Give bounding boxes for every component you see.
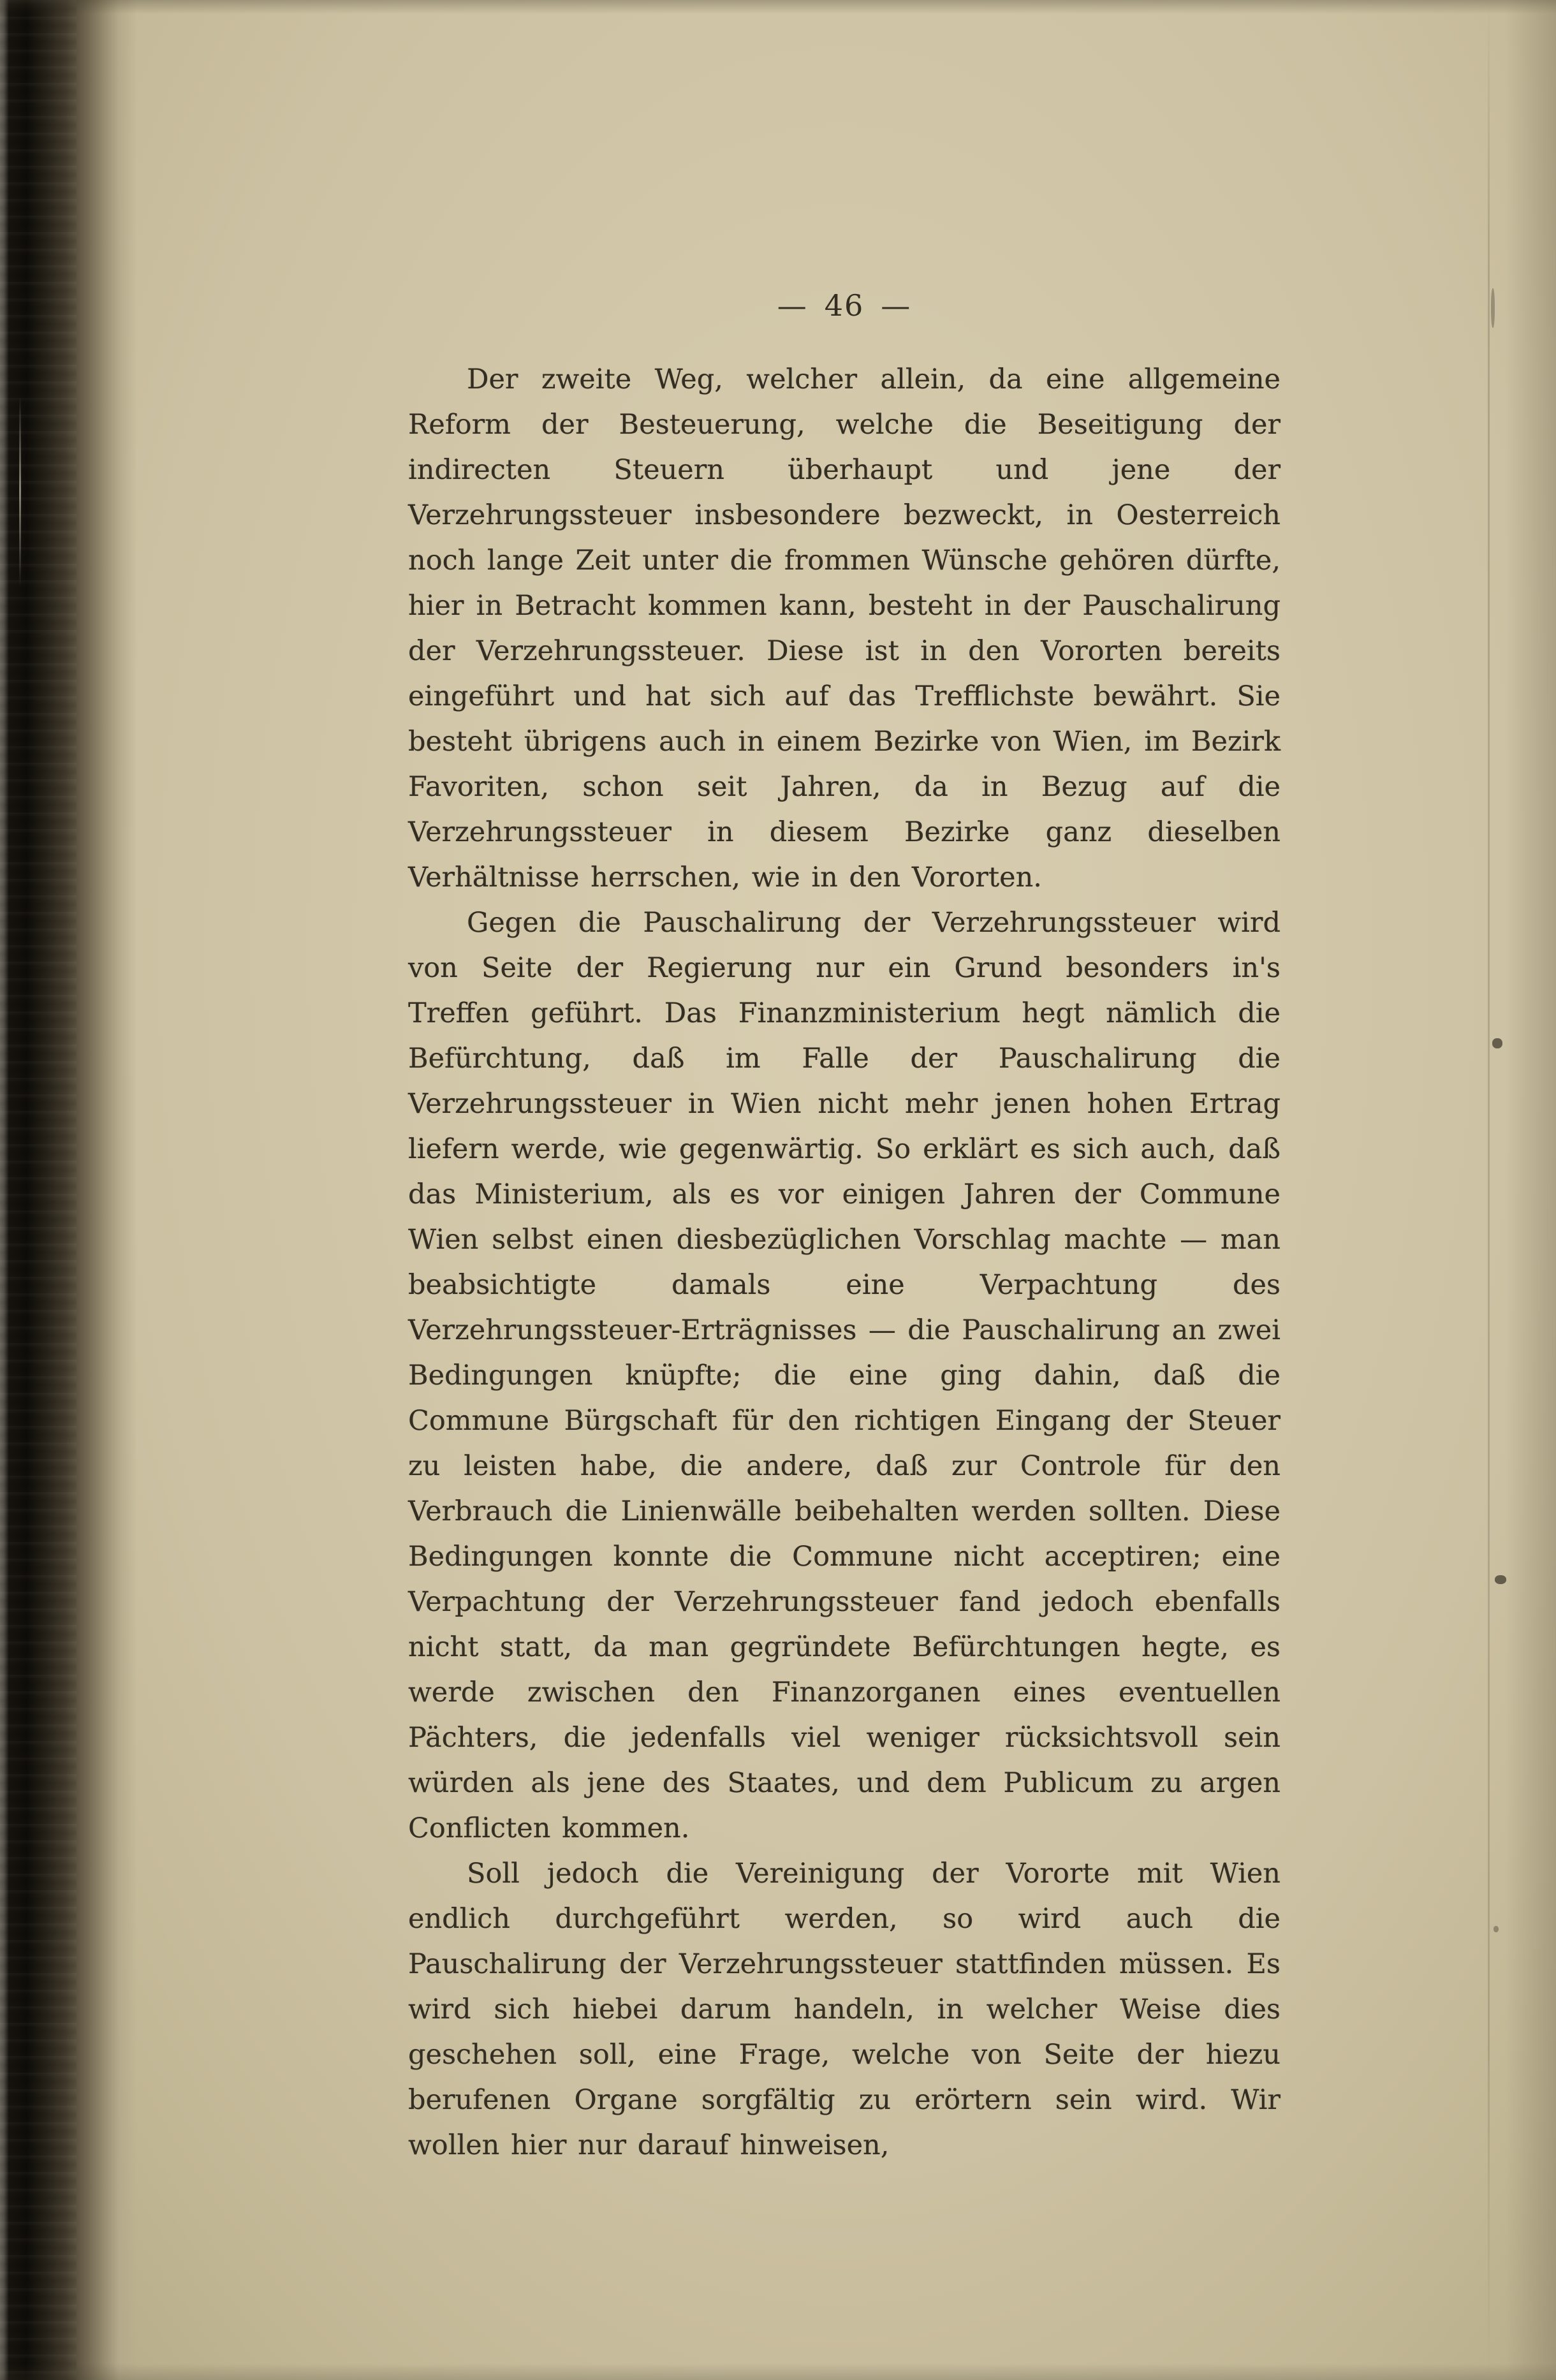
page-number-dash-left: — (777, 288, 808, 323)
text-block (408, 357, 1281, 2168)
page-number-value: 46 (824, 288, 865, 323)
page-right-edge-shadow (1505, 0, 1556, 2380)
paragraph-1: Der zweite Weg, welcher allein, da eine allgemeine Reform der Besteuerung, welche die Beseitigung der indirecten Steuern überhaupt und jene der Verzehrungssteuer insbesondere bezweckt, in Oesterreich noch lange Zeit unter die frommen Wünsche gehören dürfte, hier in Betracht kommen kann, besteht in der Pauschalirung der Verzehrungssteuer. Diese ist in den Vororten bereits eingeführt und hat sich auf das Trefflichste bewährt. Sie besteht übrigens auch in einem Bezirke von Wien, im Bezirk Favoriten, schon seit Jahren, da in Bezug auf die Verzehrungssteuer in diesem Bezirke ganz dieselben Verhältnisse herrschen, wie in den Vororten. (408, 364, 1281, 893)
page-number-dash-right: — (881, 288, 912, 323)
paragraph-2: Gegen die Pauschalirung der Verzehrungssteuer wird von Seite der Regierung nur ein Grund besonders in's Treffen geführt. Das Finanzministerium hegt nämlich die Befürchtung, daß im Falle der Pauschalirung die Verzehrungssteuer in Wien nicht mehr jenen hohen Ertrag liefern werde, wie gegenwärtig. So erklärt es sich auch, daß das Ministerium, als es vor einigen Jahren der Commune Wien selbst einen diesbezüglichen Vorschlag machte — man beabsichtigte damals eine Verpachtung des Verzehrungssteuer-Erträgnisses — die Pauschalirung an zwei Bedingungen knüpfte; die eine ging dahin, daß die Commune Bürgschaft für den richtigen Eingang der Steuer zu leisten habe, die andere, daß zur Controle für den Verbrauch die Linienwälle beibehalten werden sollten. Diese Bedingungen konnte die Commune nicht acceptiren; eine Verpachtung der Verzehrungssteuer fand jedoch ebenfalls nicht statt, da man gegründete Befürchtungen hegte, es werde zwischen den Finanzorganen eines eventuellen Pächters, die jedenfalls viel weniger rücksichtsvoll sein würden als jene des Staates, und dem Publicum zu argen Conflicten kommen. (408, 907, 1281, 1844)
scan-speck (1495, 1575, 1506, 1584)
scan-speck (1492, 1038, 1502, 1048)
scan-speck (1491, 288, 1495, 328)
scan-speck (1494, 1926, 1499, 1932)
binding-scratch (19, 395, 21, 587)
right-crease-line (1488, 0, 1490, 2380)
bottom-edge-shadow (0, 2363, 1556, 2380)
binding-texture (0, 0, 77, 2380)
paragraph-3: Soll jedoch die Vereinigung der Vororte mit Wien endlich durchgeführt werden, so wird auch die Pauschalirung der Verzehrungssteuer stattfinden müssen. Es wird sich hiebei darum handeln, in welcher Weise dies geschehen soll, eine Frage, welche von Seite der hiezu berufenen Organe sorgfältig zu erörtern sein wird. Wir wollen hier nur darauf hinweisen, (408, 1858, 1281, 2161)
page-number (408, 288, 1281, 323)
top-edge-shadow (0, 0, 1556, 14)
